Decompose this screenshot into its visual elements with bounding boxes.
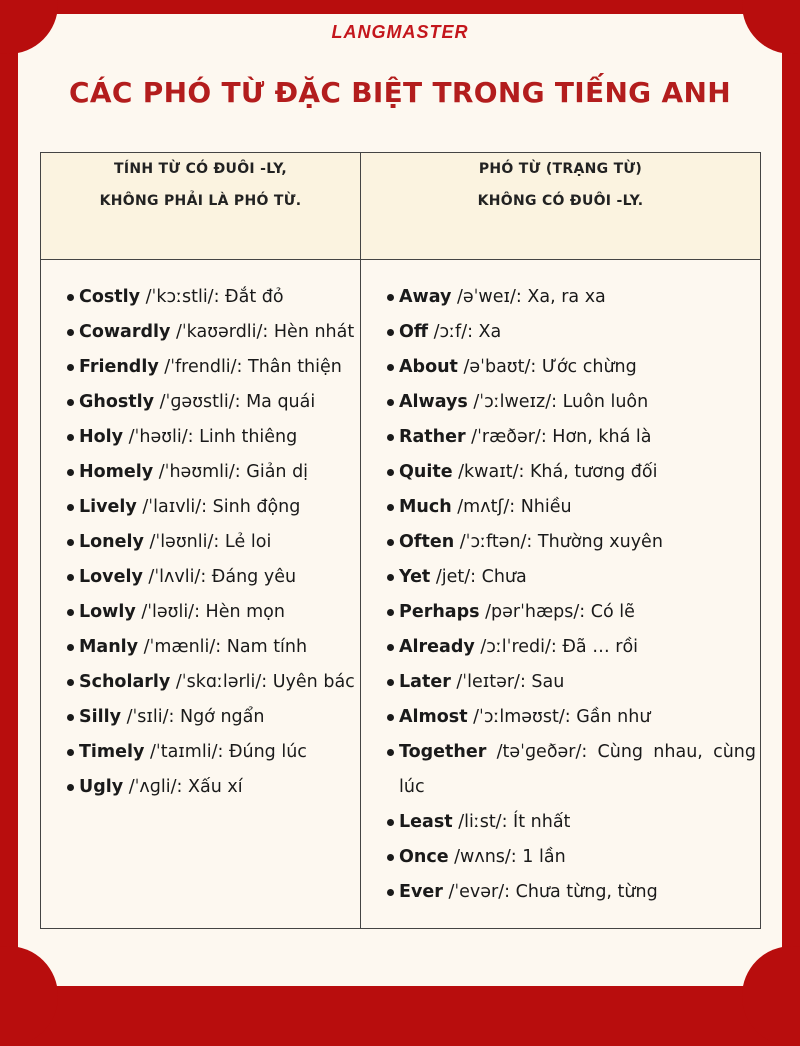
vocab-ipa: /ˈevər/: <box>442 882 516 902</box>
vocab-meaning: Ngớ ngẩn <box>179 707 265 727</box>
vocab-meaning: Có lẽ <box>590 602 635 622</box>
vocab-ipa: /ˈkaʊərdli/: <box>170 322 274 342</box>
list-item <box>53 385 356 420</box>
list-item <box>373 665 756 700</box>
list-item <box>53 700 356 735</box>
vocab-meaning: Chưa từng, từng <box>515 882 658 902</box>
vocab-ipa: /liːst/: <box>452 812 514 832</box>
vocab-meaning: Xa <box>478 322 502 342</box>
vocab-ipa: /ˈsɪli/: <box>121 707 180 727</box>
column-header-adverbs: PHÓ TỪ (TRẠNG TỪ) KHÔNG CÓ ĐUÔI -LY. <box>361 153 761 260</box>
vocab-meaning: Sinh động <box>212 497 301 517</box>
vocab-ipa: /təˈɡeðər/: <box>486 742 598 762</box>
vocab-meaning: 1 lần <box>522 847 566 867</box>
vocab-word: Often <box>399 532 455 552</box>
list-item <box>53 665 356 700</box>
vocab-meaning: Đã … rồi <box>562 637 639 657</box>
vocab-meaning: Uyên bác <box>272 672 355 692</box>
vocab-word: Always <box>399 392 468 412</box>
vocab-word: Almost <box>399 707 468 727</box>
vocab-meaning: Lẻ loi <box>224 532 272 552</box>
vocab-meaning: Hơn, khá là <box>552 427 652 447</box>
vocab-ipa: /ˈleɪtər/: <box>450 672 532 692</box>
vocab-word: Yet <box>399 567 431 587</box>
vocab-word: Later <box>399 672 451 692</box>
vocab-meaning: Nhiều <box>520 497 572 517</box>
vocab-meaning: Xa, ra xa <box>527 287 606 307</box>
corner-decoration <box>742 946 800 1046</box>
vocab-word: Already <box>399 637 475 657</box>
vocab-meaning: Đắt đỏ <box>225 287 284 307</box>
vocab-meaning: Cùng nhau, cùng lúc <box>399 742 757 797</box>
vocab-ipa: /ˈɔːlweɪz/: <box>467 392 563 412</box>
vocab-ipa: /wʌns/: <box>448 847 523 867</box>
page-title: CÁC PHÓ TỪ ĐẶC BIỆT TRONG TIẾNG ANH <box>69 76 731 109</box>
list-item <box>373 735 756 805</box>
list-item <box>373 350 756 385</box>
vocab-meaning: Ma quái <box>246 392 316 412</box>
vocab-meaning: Linh thiêng <box>199 427 298 447</box>
list-item <box>373 700 756 735</box>
vocab-meaning: Khá, tương đối <box>529 462 658 482</box>
vocab-word: Lovely <box>79 567 143 587</box>
vocab-ipa: /ˈləʊnli/: <box>143 532 225 552</box>
vocab-meaning: Hèn nhát <box>273 322 355 342</box>
vocab-ipa: /kwaɪt/: <box>452 462 530 482</box>
vocab-ipa: /ˈlʌvli/: <box>142 567 212 587</box>
list-item <box>373 455 756 490</box>
vocab-word: Away <box>399 287 452 307</box>
list-item <box>373 595 756 630</box>
vocab-ipa: /ˈɔːftən/: <box>454 532 538 552</box>
list-item <box>53 350 356 385</box>
vocab-word: Ever <box>399 882 443 902</box>
vocab-word: Timely <box>79 742 145 762</box>
list-item <box>53 595 356 630</box>
list-item <box>373 805 756 840</box>
vocab-meaning: Thường xuyên <box>537 532 663 552</box>
vocab-word: Together <box>399 742 487 762</box>
vocab-word: Cowardly <box>79 322 171 342</box>
list-item <box>373 560 756 595</box>
vocab-meaning: Gần như <box>576 707 651 727</box>
vocab-ipa: /ˈɡəʊstli/: <box>154 392 247 412</box>
vocab-word: Least <box>399 812 453 832</box>
list-item <box>373 420 756 455</box>
table-body-row <box>41 260 761 929</box>
vocab-word: Once <box>399 847 449 867</box>
vocab-ipa: /ˈkɔːstli/: <box>140 287 226 307</box>
list-item <box>373 315 756 350</box>
adverbs-cell <box>361 260 761 929</box>
vocab-ipa: /ɔːlˈredi/: <box>474 637 563 657</box>
vocab-meaning: Chưa <box>481 567 527 587</box>
list-item <box>373 490 756 525</box>
vocab-meaning: Nam tính <box>226 637 308 657</box>
vocab-word: Quite <box>399 462 453 482</box>
vocab-meaning: Ít nhất <box>513 812 571 832</box>
list-item <box>53 490 356 525</box>
list-item <box>53 560 356 595</box>
vocab-meaning: Hèn mọn <box>205 602 285 622</box>
vocab-word: Friendly <box>79 357 159 377</box>
vocab-ipa: /ˈskɑːlərli/: <box>170 672 273 692</box>
list-item <box>53 770 356 805</box>
column-header-adjectives: TÍNH TỪ CÓ ĐUÔI -LY, KHÔNG PHẢI LÀ PHÓ TỪ. <box>41 153 361 260</box>
list-item <box>53 525 356 560</box>
vocab-meaning: Ước chừng <box>541 357 637 377</box>
vocab-ipa: /ˈhəʊmli/: <box>153 462 247 482</box>
vocab-word: Ugly <box>79 777 124 797</box>
adjectives-cell <box>41 260 361 929</box>
corner-decoration <box>0 946 58 1046</box>
vocab-word: Homely <box>79 462 154 482</box>
vocab-ipa: /ˈræðər/: <box>465 427 553 447</box>
list-item <box>53 455 356 490</box>
vocab-word: Lively <box>79 497 137 517</box>
list-item <box>53 420 356 455</box>
vocab-ipa: /ɔːf/: <box>428 322 479 342</box>
list-item <box>373 385 756 420</box>
vocab-ipa: /pərˈhæps/: <box>479 602 591 622</box>
list-item <box>373 525 756 560</box>
vocabulary-table <box>40 152 761 929</box>
vocab-meaning: Luôn luôn <box>562 392 649 412</box>
vocab-word: Scholarly <box>79 672 171 692</box>
vocab-word: Rather <box>399 427 466 447</box>
vocab-ipa: /jet/: <box>430 567 482 587</box>
vocab-ipa: /ˈmænli/: <box>138 637 227 657</box>
vocab-ipa: /ˈləʊli/: <box>135 602 206 622</box>
vocab-word: Lonely <box>79 532 144 552</box>
vocab-word: Silly <box>79 707 122 727</box>
list-item <box>53 315 356 350</box>
adjectives-list <box>41 260 360 805</box>
list-item <box>53 630 356 665</box>
vocab-ipa: /əˈbaʊt/: <box>457 357 542 377</box>
list-item <box>373 630 756 665</box>
vocab-meaning: Sau <box>531 672 565 692</box>
brand-logo: LANGMASTER <box>331 22 469 42</box>
vocab-word: About <box>399 357 458 377</box>
list-item <box>373 280 756 315</box>
list-item <box>373 875 756 910</box>
table-header-row <box>41 153 761 260</box>
vocab-meaning: Đúng lúc <box>228 742 307 762</box>
vocab-word: Ghostly <box>79 392 155 412</box>
vocab-meaning: Đáng yêu <box>211 567 297 587</box>
vocab-ipa: /ˈhəʊli/: <box>123 427 200 447</box>
list-item <box>53 280 356 315</box>
vocab-meaning: Xấu xí <box>187 777 243 797</box>
vocab-ipa: /ˈʌɡli/: <box>123 777 188 797</box>
vocab-word: Off <box>399 322 429 342</box>
vocab-ipa: /əˈweɪ/: <box>451 287 528 307</box>
vocab-word: Costly <box>79 287 141 307</box>
adverbs-list <box>361 260 760 910</box>
vocab-word: Lowly <box>79 602 136 622</box>
vocab-ipa: /ˈɔːlməʊst/: <box>467 707 577 727</box>
vocab-meaning: Thân thiện <box>248 357 342 377</box>
list-item <box>53 735 356 770</box>
vocab-word: Manly <box>79 637 139 657</box>
vocab-word: Much <box>399 497 452 517</box>
vocab-ipa: /ˈtaɪmli/: <box>144 742 229 762</box>
vocab-word: Perhaps <box>399 602 480 622</box>
list-item <box>373 840 756 875</box>
vocab-ipa: /ˈlaɪvli/: <box>136 497 213 517</box>
vocab-meaning: Giản dị <box>246 462 309 482</box>
vocab-word: Holy <box>79 427 124 447</box>
vocab-ipa: /ˈfrendli/: <box>158 357 249 377</box>
vocab-ipa: /mʌtʃ/: <box>451 497 521 517</box>
